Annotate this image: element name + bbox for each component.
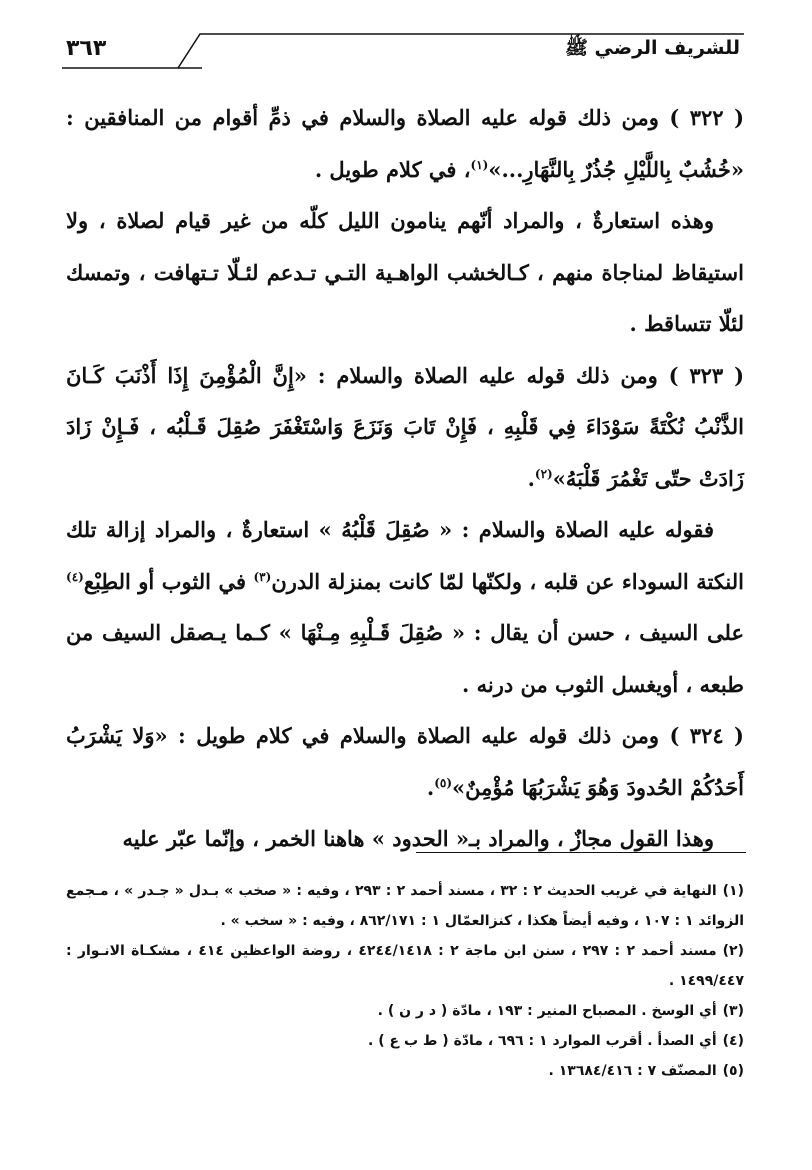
footnote-1 — [66, 876, 744, 936]
paragraph-text: ومن ذلك قوله عليه الصلاة والسلام : «إِنَّ الْمُؤْمِنَ إِذَا أَذْنَبَ كَـانَ الذَّنْبُ نُكْتَةً سَوْدَاءَ فِي قَلْبِهِ ، فَإِنْ تَابَ وَنَزَعَ وَاسْتَغْفَرَ صُقِلَ قَـلْبُه ، فَـإِنْ زَادَ زَادَتْ حتّى تَغْمُرَ قَلْبَهُ» — [66, 362, 744, 491]
running-header — [62, 30, 744, 74]
footnote-text: المصنّف ٧ : ١٣٦٨٤/٤١٦ . — [548, 1063, 717, 1079]
footnote-ref: (٤) — [66, 569, 84, 584]
commentary-323 — [66, 504, 744, 710]
footnote-text: أي الصدأ . أقرب الموارد ١ : ٦٩٦ ، مادّة ( ط ب ع ) . — [368, 1033, 717, 1049]
main-text — [66, 92, 744, 865]
commentary-324 — [66, 813, 744, 865]
hadith-number: ( ٣٢٣ ) — [668, 362, 745, 388]
paragraph-tail: . — [426, 774, 435, 800]
hadith-number: ( ٣٢٤ ) — [669, 723, 744, 748]
paragraph-text: فقوله عليه الصلاة والسلام : « صُقِلَ قَلْبُهُ » استعارةٌ ، والمراد إزالة تلك النكتة السوداء عن قلبه ، ولكنّها لمّا كانت بمنزلة الدرن — [66, 517, 744, 594]
paragraph-322 — [66, 92, 744, 195]
paragraph-text: ومن ذلك قوله عليه الصلاة والسلام في كلام طويل : «وَلا يَشْرَبُ أَحَدُكُمْ الحُدودَ وَهُوَ يَشْرَبُهَا مُؤْمِنٌ» — [66, 723, 744, 800]
page-number: ٣٦٣ — [66, 36, 107, 61]
footnote-text: النهاية في غريب الحديث ٢ : ٣٢ ، مسند أحمد ٢ : ٢٩٣ ، وفيه : « صخب » بـدل « جـدر » ، مـجمع الزوائد ١ : ١٠٧ ، وفيه أيضاً هكذا ، كنزالعمّال ١ : ٨٦٢/١٧١ ، وفيه : « سخب » . — [66, 883, 744, 929]
footnote-number: (٣) — [722, 1003, 744, 1019]
footnote-number: (٢) — [722, 943, 744, 959]
footnote-4 — [66, 1026, 744, 1056]
running-title: للشريف الرضي ﷺ — [564, 37, 740, 59]
footnote-ref: (٢) — [534, 466, 553, 481]
footnote-divider — [416, 852, 746, 853]
paragraph-text-3: على السيف ، حسن أن يقال : « صُقِلَ قَـلْبِهِ مِـنْهَا » كـما يـصقل السيف من طبعه ، أويغسل الثوب من درنه . — [66, 620, 744, 697]
footnotes — [66, 876, 744, 1086]
footnote-ref: (١) — [470, 157, 489, 172]
footnote-ref: (٣) — [253, 569, 272, 584]
footnote-number: (٤) — [722, 1033, 744, 1049]
footnote-5 — [66, 1056, 744, 1086]
footnote-text: مسند أحمد ٢ : ٢٩٧ ، سنن ابن ماجة ٢ : ٤٢٤٤/١٤١٨ ، روضة الواعظين ٤١٤ ، مشكـاة الانـوار : ١٤٩٩/٤٤٧ . — [66, 943, 744, 989]
footnote-number: (١) — [722, 883, 744, 899]
footnote-3 — [66, 996, 744, 1026]
footnote-2 — [66, 936, 744, 996]
footnote-text: أي الوسخ . المصباح المنير : ١٩٣ ، مادّة ( د ر ن ) . — [377, 1003, 717, 1019]
paragraph-text: وهذا القول مجازٌ ، والمراد بـ« الحدود » هاهنا الخمر ، وإنّما عبّر عليه — [122, 826, 714, 851]
paragraph-tail: ، في كلام طويل . — [314, 156, 471, 182]
footnote-ref: (٥) — [434, 775, 453, 790]
paragraph-tail: . — [527, 465, 535, 491]
footnote-number: (٥) — [722, 1063, 744, 1079]
paragraph-text: وهذه استعارةٌ ، والمراد أنّهم ينامون الليل كلّه من غير قيام لصلاة ، ولا استيقاظ لمناجاة منهم ، كـالخشب الواهـية التـي تـدعم لئـلّا تـتهافت ، وتمسك لئلّا تتساقط . — [66, 208, 744, 336]
paragraph-323 — [66, 350, 744, 505]
paragraph-324 — [66, 710, 744, 813]
hadith-number: ( ٣٢٢ ) — [669, 105, 745, 130]
paragraph-text-2: في الثوب أو الطِبْع — [83, 568, 254, 594]
commentary-322 — [66, 195, 744, 350]
paragraph-text: ومن ذلك قوله عليه الصلاة والسلام في ذمِّ أقوام من المنافقين : «خُشُبٌ بِاللَّيْلِ جُذُرٌ بِالنَّهَارِ...» — [66, 105, 744, 182]
